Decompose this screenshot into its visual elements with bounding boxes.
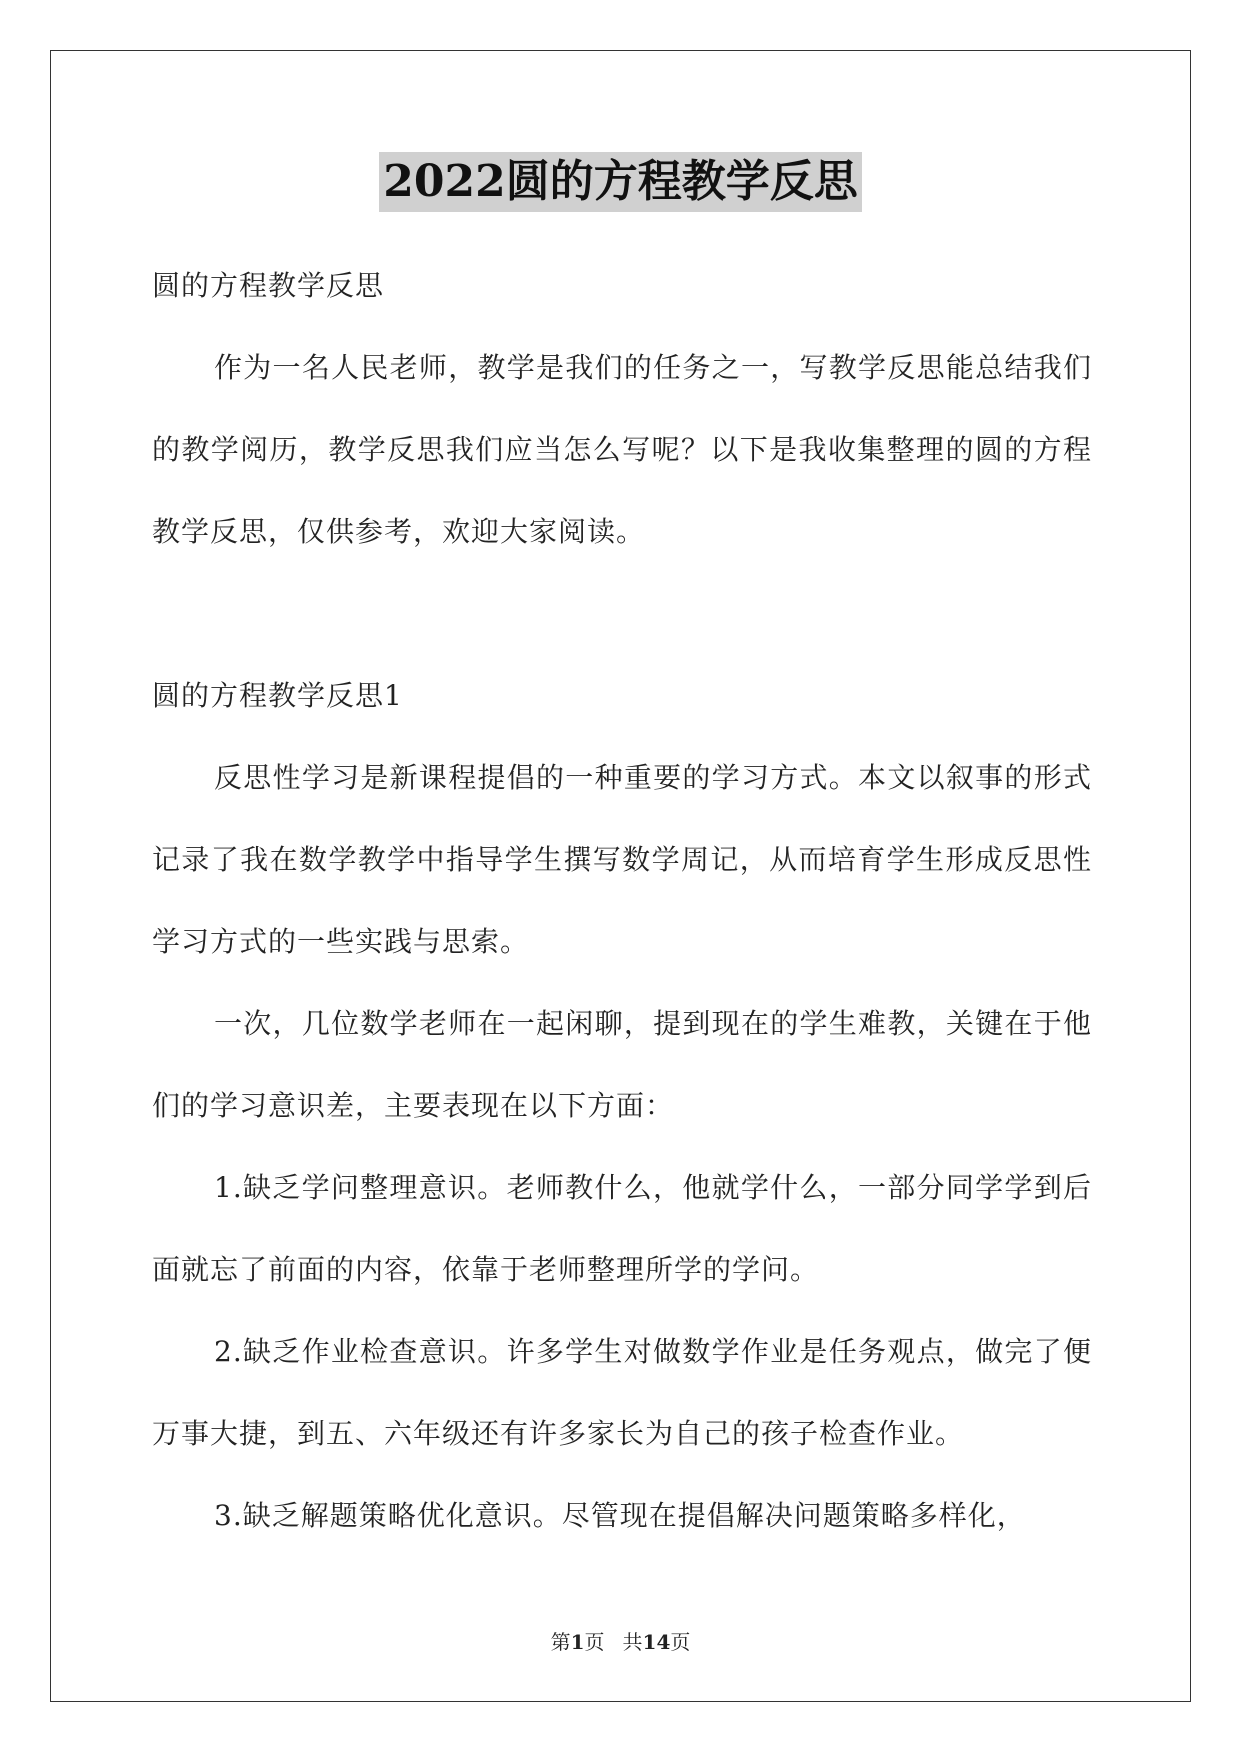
total-pages: 14 (642, 1630, 671, 1654)
paragraph-gap (152, 573, 1092, 655)
intro-paragraph: 作为一名人民老师，教学是我们的任务之一，写教学反思能总结我们的教学阅历，教学反思我们应当怎么写呢？以下是我收集整理的圆的方程教学反思，仅供参考，欢迎大家阅读。 (152, 351, 1092, 548)
page-number: 1 (570, 1630, 585, 1654)
document-title: 2022圆的方程教学反思 (379, 152, 861, 212)
total-suffix: 页 (670, 1630, 691, 1654)
body-paragraph-2: 一次，几位数学老师在一起闲聊，提到现在的学生难教，关键在于他们的学习意识差，主要表现在以下方面： (152, 1007, 1092, 1122)
body-paragraph-4: 2.缺乏作业检查意识。许多学生对做数学作业是任务观点，做完了便万事大捷，到五、六年级还有许多家长为自己的孩子检查作业。 (152, 1335, 1092, 1450)
page-footer (0, 1626, 1241, 1655)
body-paragraph-1: 反思性学习是新课程提倡的一种重要的学习方式。本文以叙事的形式记录了我在数学教学中指导学生撰写数学周记，从而培育学生形成反思性学习方式的一些实践与思索。 (152, 761, 1092, 958)
section-heading: 圆的方程教学反思1 (152, 679, 403, 712)
body-paragraph-5: 3.缺乏解题策略优化意识。尽管现在提倡解决问题策略多样化， (214, 1499, 1026, 1532)
document-subtitle: 圆的方程教学反思 (152, 269, 385, 302)
page-prefix: 第 (550, 1630, 571, 1654)
total-prefix: 共 (622, 1630, 643, 1654)
page-suffix: 页 (584, 1630, 605, 1654)
body-paragraph-3: 1.缺乏学问整理意识。老师教什么，他就学什么，一部分同学学到后面就忘了前面的内容，依靠于老师整理所学的学问。 (152, 1171, 1092, 1286)
document-body (152, 245, 1092, 1557)
title-wrap (0, 152, 1241, 212)
